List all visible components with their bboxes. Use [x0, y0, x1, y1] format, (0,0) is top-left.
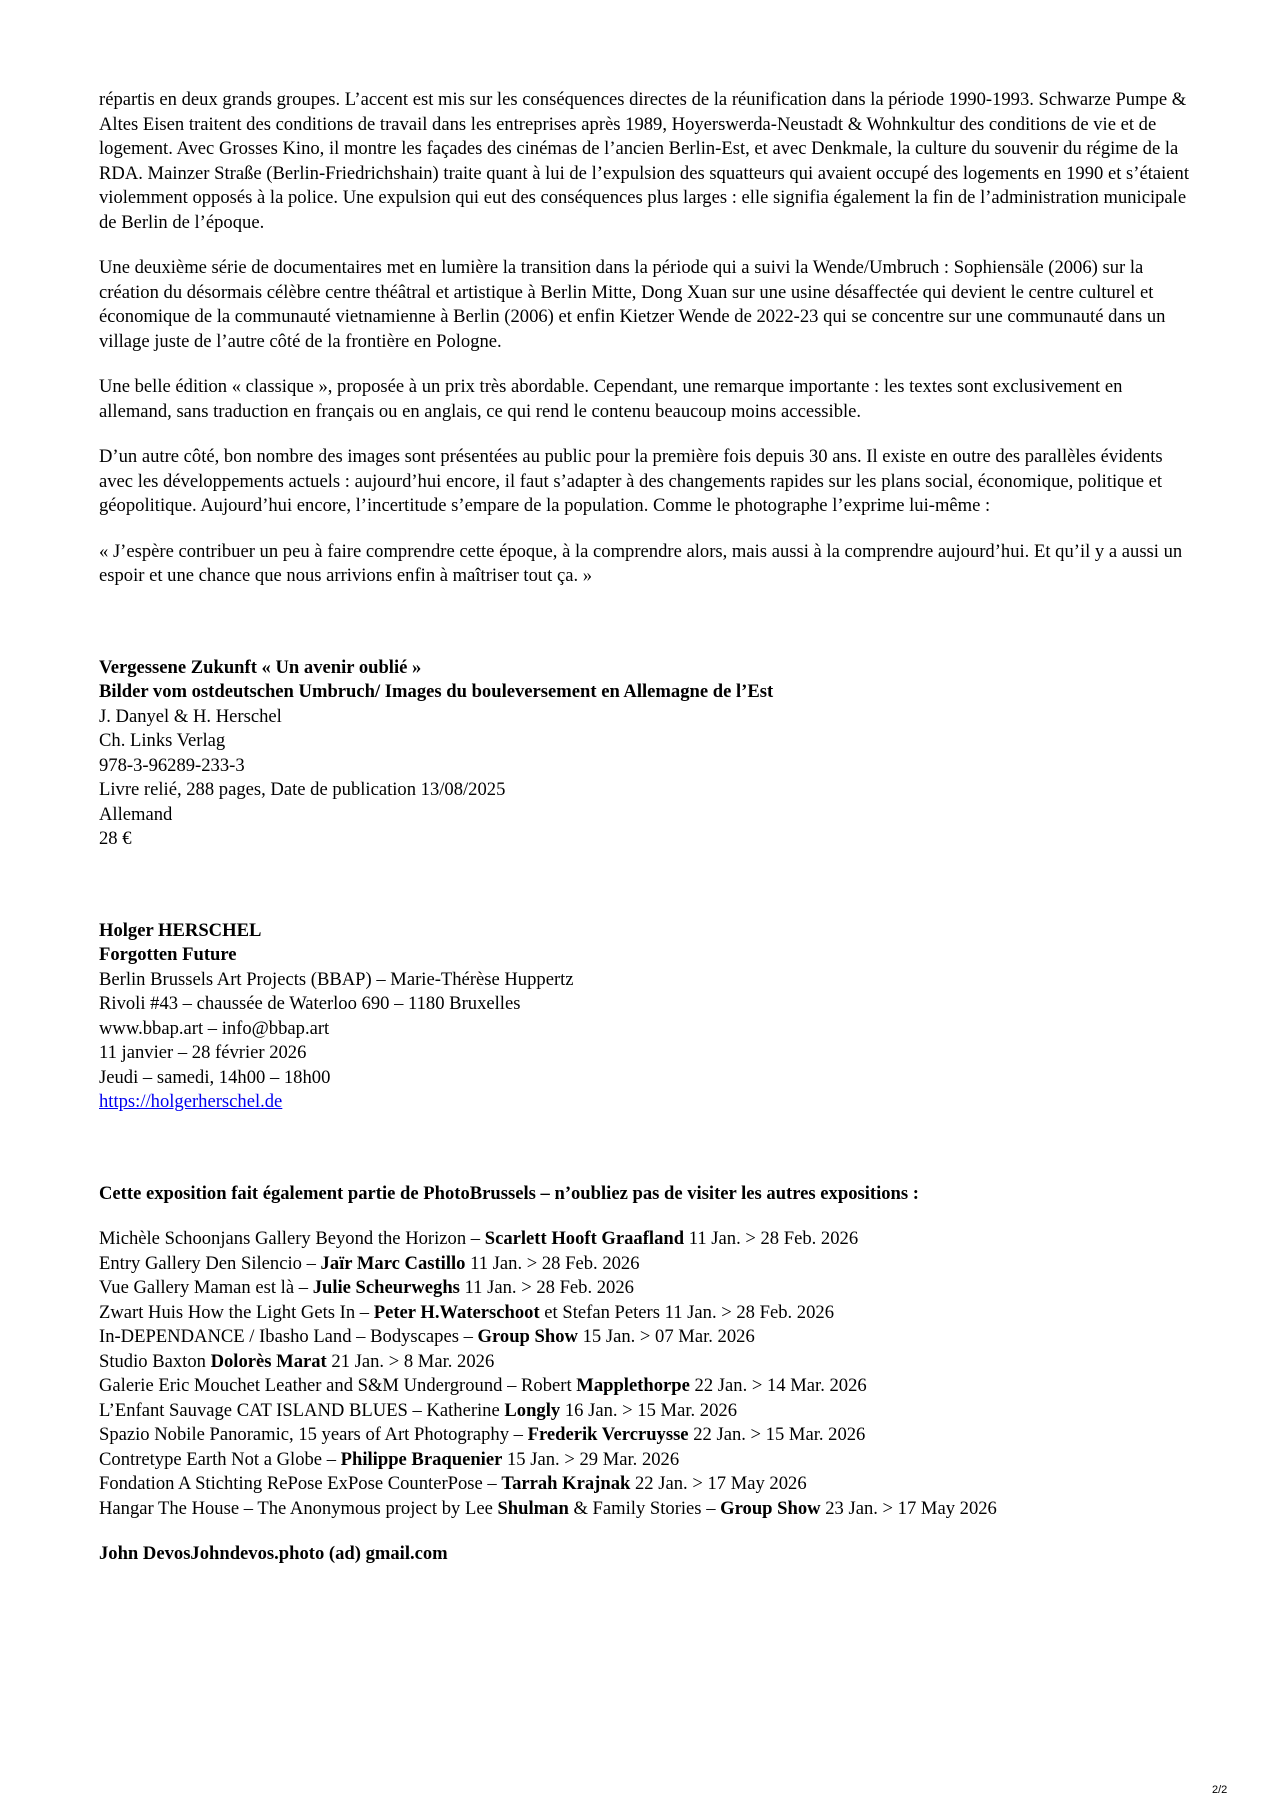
paragraph-quote: « J’espère contribuer un peu à faire comprendre cette époque, à la comprendre alors, mais aussi à la comprendre aujourd’hui. Et qu’il y a aussi un espoir et une chance que nous arrivions enfin à maîtriser tout ça. » — [99, 540, 1183, 586]
paragraph-parallels: D’un autre côté, bon nombre des images sont présentées au public pour la première fois depuis 30 ans. Il existe en outre des parallèles évidents avec les développements actuels : aujourd’hui encore, il faut s’adapter à des changements rapides sur les plans social, économique, politique et géopolitique. Aujourd’hui encore, l’incertitude s’empare de la population. Comme le photographe l’exprime lui-même : — [99, 446, 1163, 516]
list-item-text: Studio Baxton — [99, 1350, 211, 1372]
list-item — [99, 1227, 1199, 1252]
list-item — [99, 1301, 1199, 1326]
artist-name: Tarrah Krajnak — [501, 1473, 631, 1494]
list-item-text: Galerie Eric Mouchet Leather and S&M Underground – Robert — [99, 1375, 577, 1396]
list-item-text: 22 Jan. > 14 Mar. 2026 — [689, 1375, 867, 1396]
paragraph-series-1: répartis en deux grands groupes. L’accent est mis sur les conséquences directes de la réunification dans la période 1990-1993. Schwarze Pumpe & Altes Eisen traitent des conditions de travail dans les entreprises après 1989, Hoyerswerda-Neustadt & Wohnkultur des conditions de vie et de logement. Avec Grosses Kino, il montre les façades des cinémas de l’ancien Berlin-Est, et avec Denkmale, la culture du souvenir du régime de la RDA. Mainzer Straße (Berlin-Friedrichshain) traite quant à lui de l’expulsion des squatteurs qui avaient occupé des logements en 1990 et s’étaient violemment opposés à la police. Une expulsion qui eut des conséquences plus larges : elle signifia également la fin de l’administration municipale de Berlin de l’époque. — [99, 89, 1189, 233]
photobrussels-heading: Cette exposition fait également partie de PhotoBrussels – n’oubliez pas de visiter les autres expositions : — [99, 1182, 919, 1204]
list-item — [99, 1374, 1199, 1399]
exhibition-dates: 11 janvier – 28 février 2026 — [99, 1042, 307, 1063]
list-item-text: 22 Jan. > 17 May 2026 — [630, 1473, 807, 1494]
book-title: Vergessene Zukunft « Un avenir oublié » — [99, 656, 422, 678]
artist-name: Dolorès Marat — [210, 1350, 327, 1372]
list-item-text: 23 Jan. > 17 May 2026 — [820, 1497, 997, 1519]
list-item-text: In-DEPENDANCE / Ibasho Land – Bodyscapes – — [99, 1326, 478, 1347]
artist-name: Julie Scheurweghs — [312, 1277, 460, 1298]
exhibition-hours: Jeudi – samedi, 14h00 – 18h00 — [99, 1066, 331, 1088]
list-item-text: Michèle Schoonjans Gallery Beyond the Horizon – — [99, 1228, 485, 1249]
list-item — [99, 1350, 1199, 1375]
artist-name: Philippe Braquenier — [340, 1448, 503, 1470]
list-item-text: 21 Jan. > 8 Mar. 2026 — [326, 1350, 495, 1372]
list-item — [99, 1399, 1199, 1424]
list-item-text: 15 Jan. > 07 Mar. 2026 — [577, 1326, 755, 1347]
book-subtitle: Bilder vom ostdeutschen Umbruch/ Images du bouleversement en Allemagne de l’Est — [99, 681, 774, 702]
list-item — [99, 1448, 1199, 1473]
list-item-text: Zwart Huis How the Light Gets In – — [99, 1301, 374, 1323]
exhibition-address: Rivoli #43 – chaussée de Waterloo 690 – 1180 Bruxelles — [99, 993, 521, 1014]
artist-name: Scarlett Hooft Graafland — [484, 1228, 685, 1249]
book-language: Allemand — [99, 803, 173, 825]
artist-name: Group Show — [720, 1497, 821, 1519]
exhibition-artist: Holger HERSCHEL — [99, 919, 262, 941]
document-body — [99, 88, 1199, 1567]
list-item — [99, 1252, 1199, 1277]
book-price: 28 € — [99, 828, 132, 849]
artist-name: Shulman — [497, 1497, 569, 1519]
list-item — [99, 1472, 1199, 1497]
list-item-text: 22 Jan. > 15 Mar. 2026 — [688, 1424, 866, 1445]
exhibition-title: Forgotten Future — [99, 944, 237, 965]
list-item-text: Vue Gallery Maman est là – — [99, 1277, 313, 1298]
artist-name: Mapplethorpe — [576, 1375, 690, 1396]
paragraph-series-2: Une deuxième série de documentaires met en lumière la transition dans la période qui a suivi la Wende/Umbruch : Sophiensäle (2006) sur la création du désormais célèbre centre théâtral et artistique à Berlin Mitte, Dong Xuan sur une usine désaffectée qui devient le centre culturel et économique de la communauté vietnamienne à Berlin (2006) et enfin Kietzer Wende de 2022-23 qui se concentre sur une communauté dans un village juste de l’autre côté de la frontière en Pologne. — [99, 257, 1166, 352]
list-item — [99, 1423, 1199, 1448]
list-item-text: 16 Jan. > 15 Mar. 2026 — [560, 1399, 737, 1421]
book-publisher: Ch. Links Verlag — [99, 730, 226, 751]
list-item-text: Contretype Earth Not a Globe – — [99, 1448, 341, 1470]
exhibition-details — [99, 919, 1199, 1115]
artist-name: Peter H.Waterschoot — [373, 1301, 540, 1323]
list-item-text: et Stefan Peters 11 Jan. > 28 Feb. 2026 — [539, 1301, 834, 1323]
list-item-text: Spazio Nobile Panoramic, 15 years of Art Photography – — [99, 1424, 528, 1445]
artist-website-link[interactable]: https://holgerherschel.de — [99, 1091, 283, 1112]
list-item — [99, 1276, 1199, 1301]
author-signature: John DevosJohndevos.photo (ad) gmail.com — [99, 1543, 448, 1564]
paragraph-edition: Une belle édition « classique », proposée à un prix très abordable. Cependant, une remarque importante : les textes sont exclusivement en allemand, sans traduction en français ou en anglais, ce qui rend le contenu beaucoup moins accessible. — [99, 376, 1123, 422]
list-item — [99, 1325, 1199, 1350]
book-details — [99, 656, 1199, 852]
list-item-text: Hangar The House – The Anonymous project by Lee — [99, 1497, 498, 1519]
list-item — [99, 1497, 1199, 1522]
photobrussels-section — [99, 1182, 1199, 1522]
page-number: 2/2 — [1212, 1784, 1228, 1796]
exhibition-contact: www.bbap.art – info@bbap.art — [99, 1017, 330, 1039]
artist-name: Longly — [504, 1399, 561, 1421]
list-item-text: 11 Jan. > 28 Feb. 2026 — [459, 1277, 634, 1298]
list-item-text: 11 Jan. > 28 Feb. 2026 — [465, 1252, 640, 1274]
list-item-text: 11 Jan. > 28 Feb. 2026 — [684, 1228, 859, 1249]
list-item-text: & Family Stories – — [568, 1497, 721, 1519]
list-item-text: L’Enfant Sauvage CAT ISLAND BLUES – Katherine — [99, 1399, 505, 1421]
list-item-text: Fondation A Stichting RePose ExPose CounterPose – — [99, 1473, 502, 1494]
list-item-text: 15 Jan. > 29 Mar. 2026 — [502, 1448, 680, 1470]
artist-name: Group Show — [477, 1326, 578, 1347]
book-authors: J. Danyel & H. Herschel — [99, 705, 282, 727]
exhibition-list — [99, 1227, 1199, 1521]
artist-name: Frederik Vercruysse — [527, 1424, 689, 1445]
artist-name: Jaïr Marc Castillo — [320, 1252, 466, 1274]
book-isbn: 978-3-96289-233-3 — [99, 754, 245, 776]
book-format: Livre relié, 288 pages, Date de publication 13/08/2025 — [99, 779, 506, 800]
list-item-text: Entry Gallery Den Silencio – — [99, 1252, 321, 1274]
exhibition-venue: Berlin Brussels Art Projects (BBAP) – Marie-Thérèse Huppertz — [99, 968, 574, 990]
